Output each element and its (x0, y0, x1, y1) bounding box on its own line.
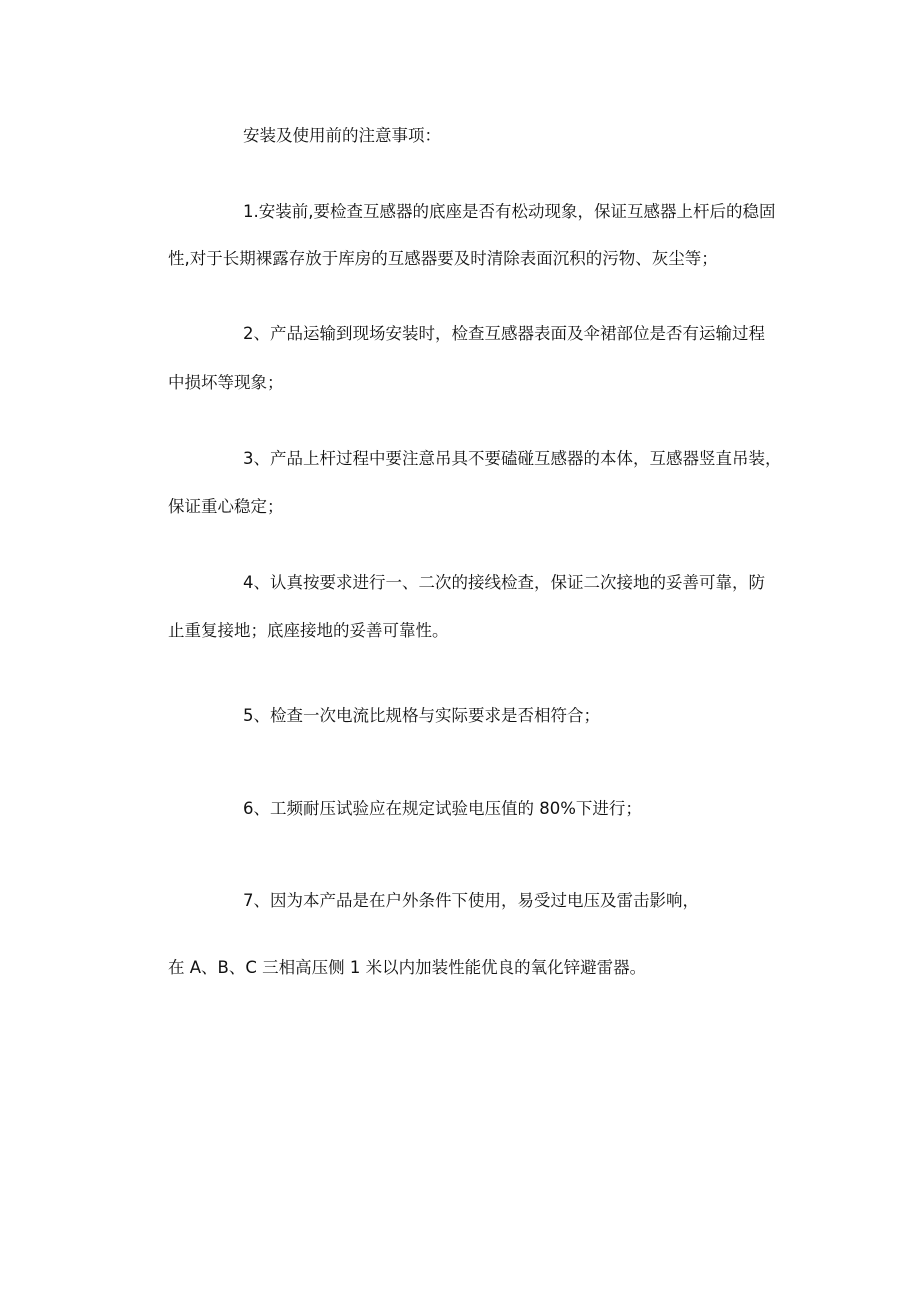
item-4-line-2: 止重复接地；底座接地的妥善可靠性。 (168, 621, 449, 640)
item-7-line-1: 7、因为本产品是在户外条件下使用，易受过电压及雷击影响， (243, 891, 699, 910)
item-1-line-2: 性,对于长期裸露存放于库房的互感器要及时清除表面沉积的污物、灰尘等； (168, 249, 718, 268)
item-3-line-1: 3、产品上杆过程中要注意吊具不要磕碰互感器的本体，互感器竖直吊装， (243, 449, 782, 468)
item-7-line-2: 在 A、B、C 三相高压侧 1 米以内加装性能优良的氧化锌避雷器。 (168, 958, 647, 977)
item-6-line-1: 6、工频耐压试验应在规定试验电压值的 80%下进行； (243, 799, 642, 818)
document-heading: 安装及使用前的注意事项： (243, 126, 441, 145)
item-1-line-1: 1.安装前,要检查互感器的底座是否有松动现象，保证互感器上杆后的稳固 (243, 202, 776, 221)
item-5-line-1: 5、检查一次电流比规格与实际要求是否相符合； (243, 706, 600, 725)
item-2-line-2: 中损坏等现象； (168, 373, 284, 392)
item-2-line-1: 2、产品运输到现场安装时，检查互感器表面及伞裙部位是否有运输过程 (243, 324, 765, 343)
item-4-line-1: 4、认真按要求进行一、二次的接线检查，保证二次接地的妥善可靠，防 (243, 573, 765, 592)
item-3-line-2: 保证重心稳定； (168, 497, 284, 516)
